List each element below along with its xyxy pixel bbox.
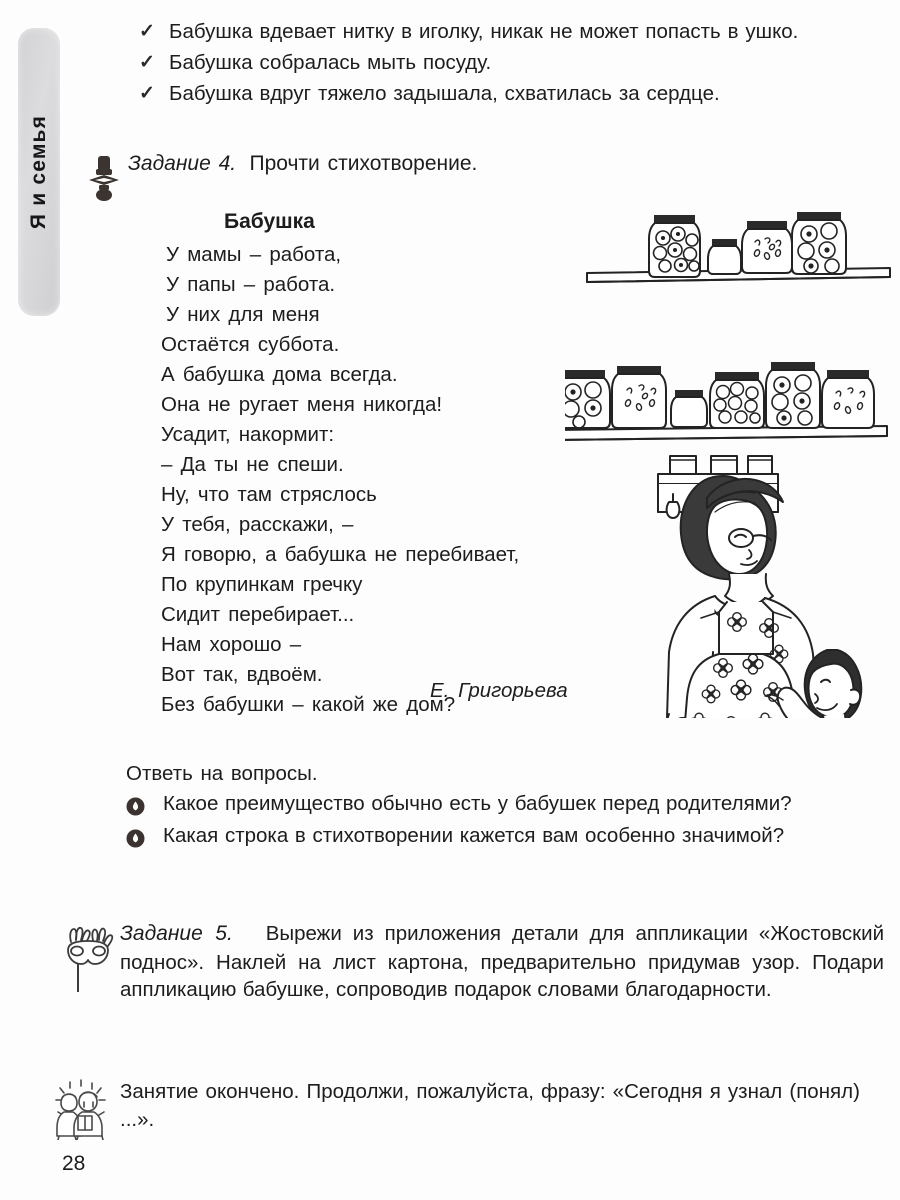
task-4-text-wrap xyxy=(128,152,477,176)
illustration-grandmother-kitchen xyxy=(565,198,895,718)
task-5-instruction: Вырежи из приложения детали для аппликации «Жостовский поднос». Наклей на лист картона, предварительно придумав узор. Подари аппликацию бабушке, сопроводив подарок словами благодарности. xyxy=(120,922,885,1002)
poem-line: Нам хорошо – xyxy=(161,633,302,657)
section-tab xyxy=(18,28,60,316)
poem-line: Я говорю, а бабушка не перебивает, xyxy=(161,543,520,567)
task-5-label: Задание 5. xyxy=(120,922,233,945)
lesson-end-text: Занятие окончено. Продолжи, пожалуйста, фразу: «Сегодня я узнал (понял) ...». xyxy=(120,1080,860,1131)
questions-block xyxy=(126,762,886,854)
poem-line: Сидит перебирает... xyxy=(161,603,355,627)
list-item-text: Бабушка собралась мыть посуду. xyxy=(169,50,492,74)
drop-bullet-icon xyxy=(126,790,163,821)
question-item xyxy=(126,790,886,821)
list-item xyxy=(139,18,884,46)
list-item-text: Бабушка вдруг тяжело задышала, схватилась за сердце. xyxy=(169,81,720,105)
section-tab-label: Я и семья xyxy=(27,114,50,230)
drop-bullet-icon xyxy=(126,822,163,853)
checklist xyxy=(139,18,884,111)
poem-title: Бабушка xyxy=(224,210,315,233)
task-4-instruction: Прочти стихотворение. xyxy=(249,152,478,175)
question-item xyxy=(126,822,886,853)
poem-line: У папы – работа. xyxy=(166,273,336,297)
check-icon: ✓ xyxy=(139,82,155,104)
poem-line: Усадит, накормит: xyxy=(161,423,335,447)
check-icon: ✓ xyxy=(139,51,155,73)
poem-body xyxy=(161,240,606,721)
two-children-icon xyxy=(48,1078,120,1145)
task-5 xyxy=(62,920,884,1004)
list-item xyxy=(139,80,884,108)
questions-lead: Ответь на вопросы. xyxy=(126,762,318,785)
poem-line: Она не ругает меня никогда! xyxy=(161,393,443,417)
poem-line: Без бабушки – какой же дом? xyxy=(161,693,456,717)
poem-line: Остаётся суббота. xyxy=(161,333,340,357)
poem-line: Вот так, вдвоём. xyxy=(161,663,323,687)
microphone-icon xyxy=(80,152,128,204)
poem-line: – Да ты не спеши. xyxy=(161,453,344,477)
carnival-mask-icon xyxy=(62,920,120,997)
poem-author: Е. Григорьева xyxy=(430,679,568,702)
check-icon: ✓ xyxy=(139,21,155,42)
task-4-label: Задание 4. xyxy=(128,152,237,175)
question-text: Какое преимущество обычно есть у бабушек перед родителями? xyxy=(163,792,792,815)
poem-line: А бабушка дома всегда. xyxy=(161,363,398,387)
poem-line: У мамы – работа, xyxy=(166,243,342,266)
poem-line: По крупинкам гречку xyxy=(161,573,363,597)
list-item-text: Бабушка вдевает нитку в иголку, никак не может попасть в ушко. xyxy=(169,20,799,43)
poem-line: Ну, что там стряслось xyxy=(161,483,377,507)
poem-line: У тебя, расскажи, – xyxy=(161,513,354,537)
question-text: Какая строка в стихотворении кажется вам особенно значимой? xyxy=(163,824,785,847)
page-number: 28 xyxy=(62,1152,86,1175)
list-item xyxy=(139,49,884,77)
task-4 xyxy=(80,152,600,204)
lesson-end-note xyxy=(48,1078,886,1145)
task-5-text-wrap xyxy=(120,920,884,1004)
poem-line: У них для меня xyxy=(166,303,320,327)
